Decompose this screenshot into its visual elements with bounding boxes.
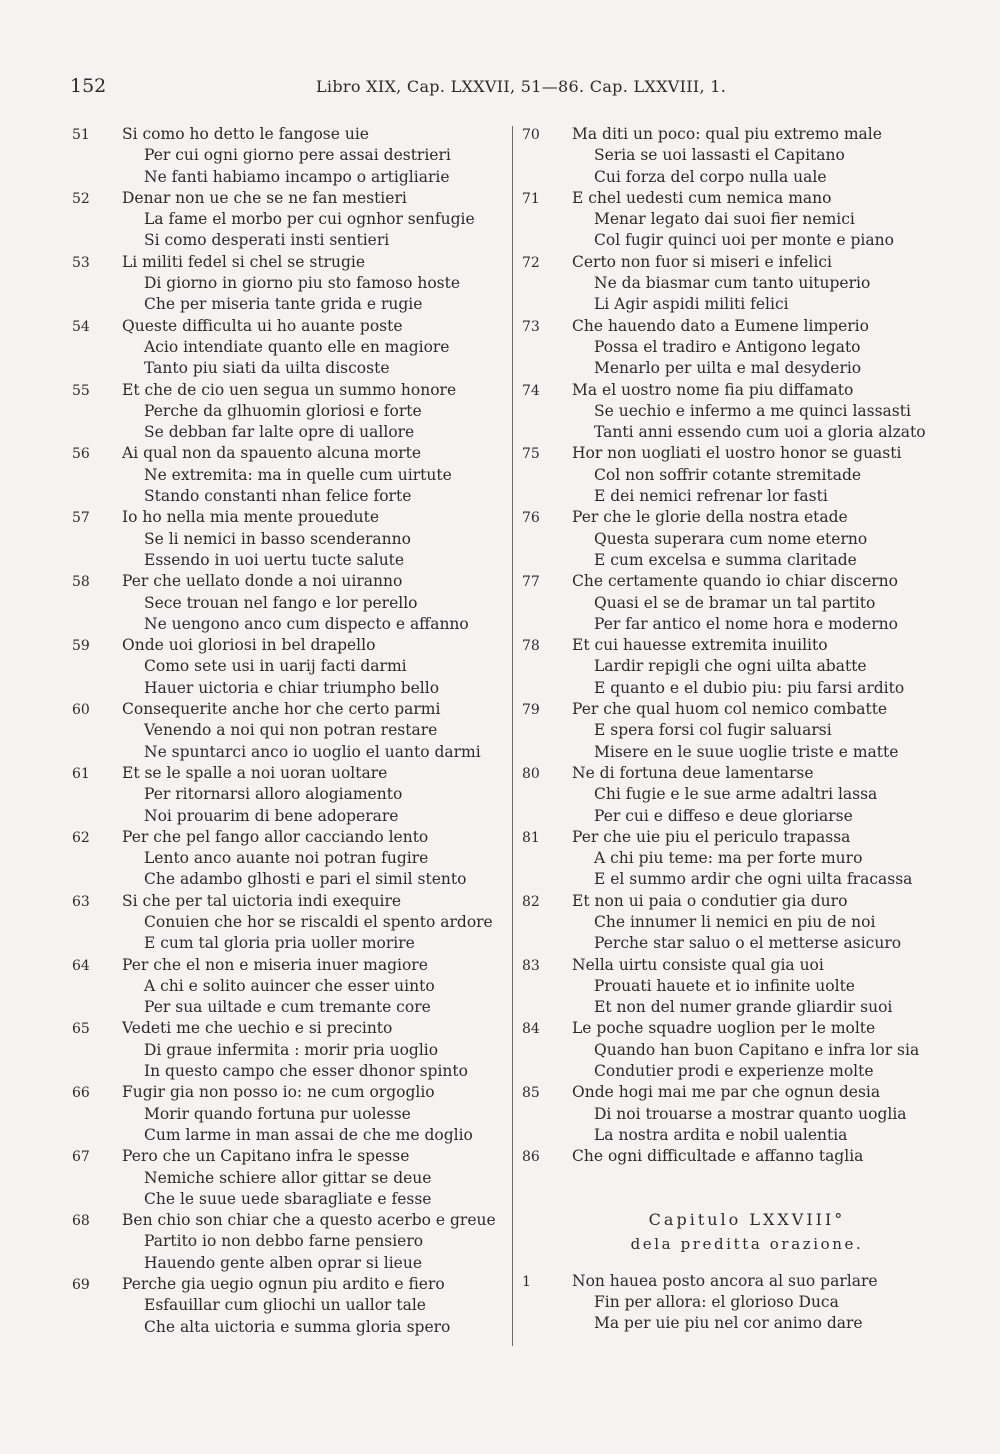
verse-line: E cum excelsa e summa claritade [594,550,857,569]
verse-line: Per che uellato donde a noi uiranno [122,572,403,591]
stanza [72,635,512,699]
stanza-number: 81 [522,829,540,846]
verse-line: Ai qual non da spauento alcuna morte [122,444,422,463]
stanza [522,891,962,955]
stanza [522,699,962,763]
verse-line: Col fugir quinci uoi per monte e piano [594,231,894,250]
verse-line: Certo non fuor si miseri e infelici [572,252,832,271]
stanza [72,188,512,252]
stanza-number: 56 [72,446,90,463]
verse-line: Non hauea posto ancora al suo parlare [572,1271,878,1290]
stanza-number: 77 [522,574,540,591]
verse-line: Per che uie piu el periculo trapassa [572,827,851,846]
verse-line: Perche star saluo o el metterse asicuro [594,934,902,953]
verse-line: Chi fugie e le sue arme adaltri lassa [594,785,878,804]
verse-line: Tanto piu siati da uilta discoste [144,359,390,378]
stanza-number: 85 [522,1085,540,1102]
verse-line: Per che le glorie della nostra etade [572,508,848,527]
stanza [72,571,512,635]
stanza-number: 62 [72,829,90,846]
verse-line: Ne extremita: ma in quelle cum uirtute [144,465,452,484]
verse-line: Col non soffrir cotante stremitade [594,465,862,484]
verse-line: Questa superara cum nome eterno [594,529,868,548]
verse-line: Quasi el se de bramar un tal partito [594,593,876,612]
stanza-number: 71 [522,190,540,207]
stanza [522,188,962,252]
verse-line: Per che qual huom col nemico combatte [572,700,888,719]
verse-line: Se uechio e infermo a me quinci lassasti [594,401,911,420]
verse-line: Denar non ue che se ne fan mestieri [122,188,407,207]
stanza [522,1146,962,1167]
verse-line: Che ogni difficultade e affanno taglia [572,1147,864,1166]
verse-line: Per che el non e miseria inuer magiore [122,955,428,974]
page-number: 152 [70,75,107,97]
verse-line: Conuien che hor se riscaldi el spento ardore [144,912,493,931]
stanza-number: 73 [522,318,540,335]
verse-line: Perche da glhuomin gloriosi e forte [144,401,422,420]
verse-line: E cum tal gloria pria uoller morire [144,934,415,953]
stanza [72,443,512,507]
verse-line: Che innumer li nemici en piu de noi [594,912,876,931]
verse-line: Le poche squadre uoglion per le molte [572,1019,876,1038]
stanza-number: 1 [522,1273,531,1290]
verse-line: Nella uirtu consiste qual gia uoi [572,955,824,974]
verse-line: Partito io non debbo farne pensiero [144,1232,424,1251]
stanza-number: 65 [72,1021,90,1038]
left-column [72,124,512,1338]
verse-line: Si como ho detto le fangose uie [122,125,369,143]
verse-line: Che alta uictoria e summa gloria spero [144,1317,451,1336]
stanza-number: 70 [522,127,540,143]
verse-line: Io ho nella mia mente prouedute [122,508,379,527]
verse-line: Ma diti un poco: qual piu extremo male [572,125,882,143]
verse-line: Che le suue uede sbaragliate e fesse [144,1189,432,1208]
running-head: Libro XIX, Cap. LXXVII, 51—86. Cap. LXXVIII, 1. [316,77,727,96]
verse-line: Lardir repigli che ogni uilta abatte [594,657,867,676]
stanza-number: 55 [72,382,90,399]
verse-line: Noi prouarim di bene adoperare [144,806,399,825]
stanza-number: 76 [522,510,540,527]
verse-line: Et cui hauesse extremita inuilito [572,636,828,655]
verse-line: Nemiche schiere allor gittar se deue [144,1168,432,1187]
stanza [522,763,962,827]
verse-line: Condutier prodi e experienze molte [594,1062,874,1081]
verse-line: Et non del numer grande gliardir suoi [594,998,893,1017]
stanza-number: 84 [522,1021,540,1038]
verse-line: Esfauillar cum gliochi un uallor tale [144,1296,426,1315]
stanza [72,891,512,955]
verse-line: Misere en le suue uoglie triste e matte [594,742,899,761]
verse-line: Prouati hauete et io infinite uolte [594,976,855,995]
chapter-subheading: dela preditta orazione. [630,1234,864,1253]
stanza [522,955,962,1019]
verse-line: Et che de cio uen segua un summo honore [122,380,457,399]
stanza-number: 64 [72,957,90,974]
verse-line: Ma per uie piu nel cor animo dare [594,1314,863,1333]
stanza-number: 51 [72,127,90,143]
stanza [72,1082,512,1146]
verse-line: Possa el tradiro e Antigono legato [594,337,861,356]
stanza [522,316,962,380]
verse-line: Ben chio son chiar che a questo acerbo e greue [122,1211,496,1230]
column-divider [512,126,513,1346]
verse-line: Di giorno in giorno piu sto famoso hoste [144,274,461,293]
verse-line: Che adambo glhosti e pari el simil stento [144,870,467,889]
stanza-number: 52 [72,190,90,207]
verse-line: Per che pel fango allor cacciando lento [122,827,429,846]
verse-line: Se li nemici in basso scenderanno [144,529,411,548]
verse-line: Lento anco auante noi potran fugire [144,849,429,868]
verse-line: Morir quando fortuna pur uolesse [144,1104,411,1123]
verse-line: Pero che un Capitano infra le spesse [122,1147,410,1166]
stanza [522,507,962,571]
verse-line: E el summo ardir che ogni uilta fracassa [594,870,913,889]
verse-line: Fugir gia non posso io: ne cum orgoglio [122,1083,435,1102]
stanza-number: 63 [72,893,90,910]
verse-line: Seria se uoi lassasti el Capitano [594,146,845,165]
verse-line: Hauer uictoria e chiar triumpho bello [144,678,440,697]
stanza-number: 58 [72,574,90,591]
stanza-number: 53 [72,254,90,271]
stanza [522,252,962,316]
verse-line: Ne da biasmar cum tanto uituperio [594,274,871,293]
stanza [522,635,962,699]
verse-line: Se debban far lalte opre di uallore [144,423,415,442]
verse-line: E quanto e el dubio piu: piu farsi ardito [594,678,905,697]
right-stanza-list [522,124,962,1168]
stanza [522,827,962,891]
verse-line: Per cui e diffeso e deue gloriarse [594,806,853,825]
stanza [522,443,962,507]
verse-line: Essendo in uoi uertu tucte salute [144,550,405,569]
verse-line: Ne fanti habiamo incampo o artigliarie [144,167,450,186]
verse-line: Per sua uiltade e cum tremante core [144,998,431,1017]
verse-line: In questo campo che esser dhonor spinto [144,1062,468,1081]
verse-line: Hor non uogliati el uostro honor se guasti [572,444,902,463]
stanza-number: 66 [72,1085,90,1102]
stanza-number: 72 [522,254,540,271]
verse-line: Ma el uostro nome fia piu diffamato [572,380,854,399]
stanza-number: 57 [72,510,90,527]
right-column [522,124,962,1334]
verse-line: Sece trouan nel fango e lor perello [144,593,418,612]
verse-line: Che per miseria tante grida e rugie [144,295,423,314]
stanza [72,252,512,316]
stanza-number: 54 [72,318,90,335]
verse-line: Perche gia uegio ognun piu ardito e fiero [122,1275,445,1294]
verse-line: Si como desperati insti sentieri [144,231,390,250]
verse-line: Et se le spalle a noi uoran uoltare [122,763,388,782]
stanza [72,699,512,763]
verse-line: Che hauendo dato a Eumene limperio [572,316,869,335]
verse-line: Tanti anni essendo cum uoi a gloria alzato [594,423,926,442]
chapter-heading: Capitulo LXXVIII° [648,1209,846,1229]
stanza [72,1146,512,1210]
verse-line: Menarlo per uilta e mal desyderio [594,359,862,378]
verse-line: Menar legato dai suoi fier nemici [594,210,855,229]
verse-line: Ne di fortuna deue lamentarse [572,763,814,782]
verse-line: Stando constanti nhan felice forte [144,487,412,506]
verse-line: Cum larme in man assai de che me doglio [144,1125,473,1144]
stanza [72,1210,512,1274]
stanza-number: 74 [522,382,540,399]
verse-line: Queste difficulta ui ho auante poste [122,316,403,335]
stanza-number: 75 [522,446,540,463]
verse-line: Di noi trouarse a mostrar quanto uoglia [594,1104,907,1123]
verse-line: Ne uengono anco cum dispecto e affanno [144,614,469,633]
stanza-number: 79 [522,702,540,719]
verse-line: Venendo a noi qui non potran restare [144,721,438,740]
verse-line: E spera forsi col fugir saluarsi [594,721,832,740]
stanza-number: 82 [522,893,540,910]
verse-line: E chel uedesti cum nemica mano [572,188,832,207]
stanza [522,1018,962,1082]
stanza-number: 80 [522,765,540,782]
verse-line: Che certamente quando io chiar discerno [572,572,898,591]
chapter-stanza-list [522,1271,962,1335]
stanza [72,380,512,444]
stanza-number: 60 [72,702,90,719]
verse-line: Per ritornarsi alloro alogiamento [144,785,403,804]
stanza [522,1271,962,1335]
verse-line: Onde hogi mai me par che ognun desia [572,1083,881,1102]
verse-line: Consequerite anche hor che certo parmi [122,700,441,719]
stanza [522,1082,962,1146]
stanza-number: 83 [522,957,540,974]
verse-line: Hauendo gente alben oprar si lieue [144,1253,423,1272]
stanza [72,1274,512,1338]
verse-line: La fame el morbo per cui ognhor senfugie [144,210,475,229]
verse-line: Si che per tal uictoria indi exequire [122,891,402,910]
verse-line: Ne spuntarci anco io uoglio el uanto darmi [144,742,481,761]
verse-line: Per far antico el nome hora e moderno [594,614,898,633]
verse-line: Per cui ogni giorno pere assai destrieri [144,146,451,165]
verse-line: E dei nemici refrenar lor fasti [594,487,828,506]
stanza [72,1018,512,1082]
stanza [522,571,962,635]
stanza-number: 67 [72,1149,90,1166]
stanza-number: 61 [72,765,90,782]
stanza [72,507,512,571]
verse-line: Fin per allora: el glorioso Duca [594,1292,839,1311]
stanza [522,380,962,444]
stanza [72,124,512,188]
verse-line: Vedeti me che uechio e si precinto [122,1019,393,1038]
verse-line: Quando han buon Capitano e infra lor sia [594,1040,920,1059]
verse-line: Onde uoi gloriosi in bel drapello [122,636,376,655]
stanza-number: 59 [72,638,90,655]
verse-line: A chi e solito auincer che esser uinto [144,976,435,995]
verse-line: La nostra ardita e nobil ualentia [594,1125,848,1144]
stanza-number: 68 [72,1213,90,1230]
verse-line: Como sete usi in uarij facti darmi [144,657,407,676]
verse-line: Li militi fedel si chel se strugie [122,252,365,271]
verse-line: Di graue infermita : morir pria uoglio [144,1040,439,1059]
verse-line: Cui forza del corpo nulla uale [594,167,827,186]
verse-line: Acio intendiate quanto elle en magiore [144,337,450,356]
stanza-number: 69 [72,1277,90,1294]
stanza [522,124,962,188]
stanza-number: 86 [522,1149,540,1166]
stanza [72,827,512,891]
stanza-number: 78 [522,638,540,655]
stanza [72,316,512,380]
stanza [72,763,512,827]
stanza [72,955,512,1019]
verse-line: A chi piu teme: ma per forte muro [594,849,863,868]
verse-line: Et non ui paia o condutier gia duro [572,891,848,910]
verse-line: Li Agir aspidi militi felici [594,295,789,314]
